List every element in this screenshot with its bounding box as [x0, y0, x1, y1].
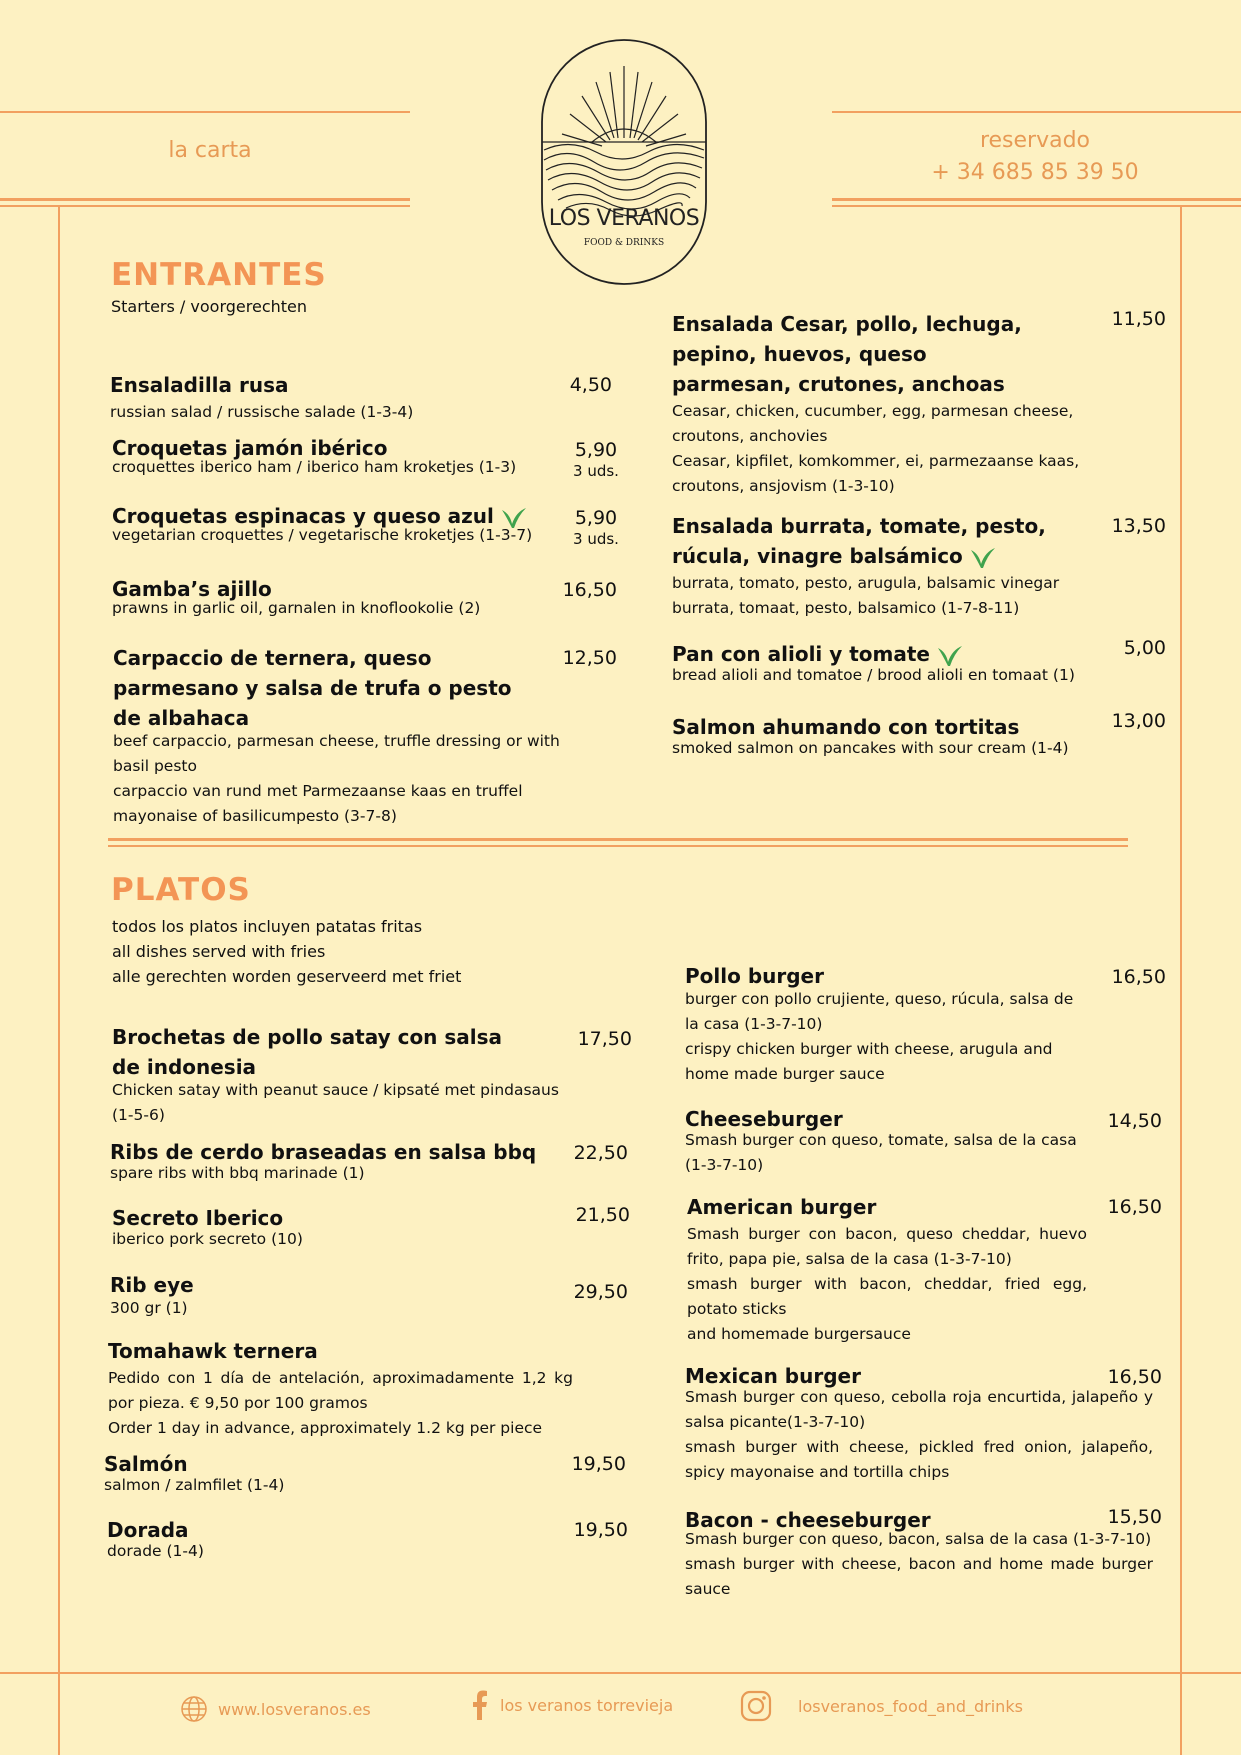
item-price: 13,00: [1111, 710, 1166, 732]
platos-title: PLATOS: [111, 872, 251, 908]
item-name: American burger: [687, 1195, 877, 1219]
item-name: Pollo burger: [685, 964, 824, 988]
globe-icon: [180, 1695, 208, 1723]
item-price: 16,50: [562, 579, 617, 601]
instagram-icon: [740, 1690, 772, 1722]
menu-item: [687, 1192, 1087, 1347]
entrantes-subtitle: Starters / voorgerechten: [111, 297, 308, 316]
item-price: 15,50: [1107, 1506, 1162, 1528]
footer-facebook[interactable]: [470, 1690, 673, 1720]
footer-website[interactable]: [180, 1695, 371, 1723]
item-price: 19,50: [573, 1519, 628, 1541]
item-desc: Smash burger con queso, bacon, salsa de la casa (1-3-7-10) smash burger with cheese, bacon and home made burger sauce: [685, 1530, 1153, 1598]
footer-line: [0, 1672, 1241, 1674]
website-link[interactable]: www.losveranos.es: [218, 1699, 371, 1719]
item-desc: spare ribs with bbq marinade (1): [110, 1164, 365, 1182]
item-name: Cheeseburger: [685, 1107, 843, 1131]
section-divider: [108, 838, 1128, 841]
item-name: Ribs de cerdo braseadas en salsa bbq: [110, 1140, 537, 1164]
header-line-right-top: [832, 111, 1241, 113]
menu-item: [685, 961, 1085, 1087]
item-desc: Ceasar, chicken, cucumber, egg, parmesan cheese, croutons, anchovies Ceasar, kipfilet, komkommer, ei, parmezaanse kaas, croutons, ansjovism (1-3-10): [672, 402, 1080, 495]
menu-item: [107, 1515, 567, 1564]
item-name: Brochetas de pollo satay con salsa de indonesia: [112, 1025, 503, 1079]
item-name: Mexican burger: [685, 1364, 861, 1388]
item-price: 5,90 3 uds.: [573, 439, 619, 480]
item-price: 14,50: [1107, 1110, 1162, 1132]
item-price: 13,50: [1111, 515, 1166, 537]
item-name: Pan con alioli y tomate: [672, 639, 1102, 669]
entrantes-title: ENTRANTES: [111, 257, 327, 293]
leaf-icon: [969, 546, 997, 570]
item-desc: dorade (1-4): [107, 1542, 204, 1560]
instagram-link[interactable]: losveranos_food_and_drinks: [798, 1696, 1023, 1716]
menu-item: [112, 1203, 572, 1252]
menu-item: [112, 501, 572, 548]
item-price: 5,90 3 uds.: [573, 507, 619, 548]
item-desc: Smash burger con bacon, queso cheddar, huevo frito, papa pie, salsa de la casa (1-3-7-10) smash burger with bacon, cheddar, fried egg, potato sticks and homemade burgersauce: [687, 1225, 1087, 1343]
item-price: 29,50: [573, 1281, 628, 1303]
item-name: Ensalada burrata, tomate, pesto, rúcula, vinagre balsámico: [672, 514, 1046, 568]
menu-item: [672, 511, 1102, 621]
menu-item: [685, 1361, 1153, 1485]
header-line-left-top: [0, 111, 410, 113]
item-desc: Smash burger con queso, tomate, salsa de la casa (1-3-7-10): [685, 1131, 1077, 1174]
item-price: 19,50: [571, 1453, 626, 1475]
menu-item: [685, 1505, 1153, 1602]
item-price: 21,50: [575, 1204, 630, 1226]
item-price: 4,50: [569, 374, 612, 396]
item-name: Rib eye: [110, 1273, 194, 1297]
menu-item: [672, 309, 1092, 499]
item-name: Secreto Iberico: [112, 1206, 284, 1230]
item-name: Salmon ahumando con tortitas: [672, 715, 1020, 739]
item-price: 11,50: [1111, 308, 1166, 330]
logo-name: LOS VERANOS: [548, 206, 700, 231]
menu-item: [672, 639, 1102, 688]
frame-left: [58, 205, 60, 1755]
item-desc: prawns in garlic oil, garnalen in knoflookolie (2): [112, 599, 481, 617]
menu-item: [112, 574, 572, 621]
header-line-left-bottom: [0, 198, 410, 201]
menu-item: [112, 433, 552, 480]
item-price: 12,50: [562, 647, 617, 669]
item-price: 16,50: [1111, 966, 1166, 988]
menu-item: [110, 370, 550, 425]
menu-item: [113, 643, 573, 829]
header-line-left-bottom2: [0, 205, 410, 207]
menu-item: [112, 1022, 572, 1128]
item-name: Carpaccio de ternera, queso parmesano y salsa de trufa o pesto de albahaca: [113, 646, 512, 730]
header-line-right-bottom: [832, 198, 1241, 201]
item-price: 22,50: [573, 1142, 628, 1164]
section-divider-2: [108, 845, 1128, 847]
phone-number[interactable]: + 34 685 85 39 50: [931, 160, 1139, 185]
footer-instagram[interactable]: [740, 1690, 1023, 1722]
menu-item: [672, 712, 1102, 761]
la-carta-label: la carta: [168, 138, 252, 163]
item-desc: beef carpaccio, parmesan cheese, truffle dressing or with basil pesto carpaccio van rund met Parmezaanse kaas en truffel mayonaise of basilicumpesto (3-7-8): [113, 732, 560, 825]
item-desc: croquettes iberico ham / iberico ham kroketjes (1-3): [112, 458, 517, 476]
item-name: Ensalada Cesar, pollo, lechuga, pepino, huevos, queso parmesan, crutones, anchoas: [672, 312, 1022, 396]
menu-item: [110, 1270, 570, 1321]
menu-item: [110, 1137, 580, 1186]
item-price: 17,50: [577, 1028, 632, 1050]
item-desc: bread alioli and tomatoe / brood alioli en tomaat (1): [672, 666, 1075, 684]
item-desc: Smash burger con queso, cebolla roja encurtida, jalapeño y salsa picante(1-3-7-10) smash burger with cheese, pickled fred onion, jalapeño, spicy mayonaise and tortilla chips: [685, 1388, 1153, 1481]
frame-right: [1180, 205, 1182, 1755]
item-desc: Chicken satay with peanut sauce / kipsaté met pindasaus (1-5-6): [112, 1081, 559, 1124]
item-name: Tomahawk ternera: [108, 1339, 318, 1363]
item-desc: burger con pollo crujiente, queso, rúcula, salsa de la casa (1-3-7-10) crispy chicken burger with cheese, arugula and home made burger sauce: [685, 990, 1074, 1083]
item-price: 16,50: [1107, 1366, 1162, 1388]
item-desc: russian salad / russische salade (1-3-4): [110, 403, 414, 421]
item-desc: smoked salmon on pancakes with sour cream (1-4): [672, 739, 1069, 757]
item-name: Croquetas espinacas y queso azul: [112, 504, 494, 528]
logo-tagline: FOOD & DRINKS: [583, 238, 665, 248]
item-name: Ensaladilla rusa: [110, 373, 289, 397]
platos-intro: todos los platos incluyen patatas fritas all dishes served with fries alle gerechten worden geserveerd met friet: [112, 917, 462, 986]
item-desc: salmon / zalmfilet (1-4): [104, 1476, 285, 1494]
logo: [540, 38, 708, 286]
item-desc: Pedido con 1 día de antelación, aproximadamente 1,2 kg por pieza. € 9,50 por 100 gramos Order 1 day in advance, approximately 1.2 kg per piece: [108, 1369, 573, 1437]
item-name: Croquetas jamón ibérico: [112, 436, 388, 460]
item-desc: 300 gr (1): [110, 1299, 188, 1317]
facebook-link[interactable]: los veranos torrevieja: [500, 1695, 674, 1715]
menu-item: [685, 1104, 1085, 1178]
logo-sun-waves-icon: [540, 38, 708, 286]
item-desc: iberico pork secreto (10): [112, 1230, 303, 1248]
item-price: 16,50: [1107, 1196, 1162, 1218]
item-desc: vegetarian croquettes / vegetarische kroketjes (1-3-7): [112, 526, 533, 544]
item-name: Gamba’s ajillo: [112, 577, 272, 601]
menu-item: [108, 1336, 578, 1441]
item-name: Dorada: [107, 1518, 189, 1542]
reservado-label: reservado: [979, 128, 1091, 153]
item-name: Bacon - cheeseburger: [685, 1508, 931, 1532]
item-price: 5,00: [1123, 637, 1166, 659]
item-desc: burrata, tomato, pesto, arugula, balsamic vinegar burrata, tomaat, pesto, balsamico (1-7-8-11): [672, 574, 1060, 617]
menu-item: [104, 1449, 564, 1498]
facebook-icon: [470, 1690, 490, 1720]
item-name: Salmón: [104, 1452, 188, 1476]
